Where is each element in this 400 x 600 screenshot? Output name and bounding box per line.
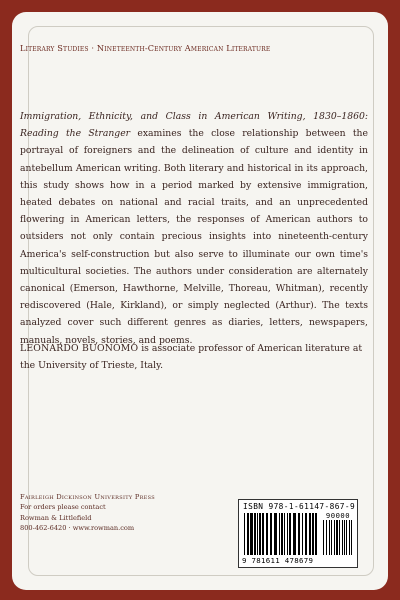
price-code: 90000: [325, 511, 351, 520]
barcode-bar: [257, 513, 258, 555]
addon-barcode-bars: [323, 520, 353, 555]
barcode-bar: [342, 520, 343, 555]
author-bio: [20, 340, 368, 374]
publisher-info: [20, 492, 210, 533]
barcode-bar: [334, 520, 335, 555]
publisher-line-2: Rowman & Littlefield: [20, 513, 92, 522]
barcode-bar: [254, 513, 256, 555]
barcode-bar: [331, 520, 332, 555]
barcode-bar: [281, 513, 283, 555]
barcode-bar: [346, 520, 347, 555]
barcode-bar: [305, 513, 307, 555]
isbn-label: ISBN 978-1-61147-867-9: [243, 502, 356, 511]
barcode-bar: [315, 513, 317, 555]
author-bio-text: is associate professor of American literature at the University of Trieste, Italy.: [20, 343, 363, 372]
barcode-bar: [323, 520, 324, 555]
barcode-bar: [351, 520, 352, 555]
publisher-name: Fairleigh Dickinson University Press: [20, 493, 155, 501]
barcode-bar: [250, 513, 253, 555]
author-name: LEONARDO BUONOMO: [20, 343, 139, 354]
barcode-bar: [287, 513, 288, 555]
ean-digits: 9 781611 478679: [242, 556, 314, 565]
description-text: examines the close relationship between the portrayal of foreigners and the delineation of culture and identity in antebellum American writing. Both literary and historical in its approach, this study shows how in a period marked by extensive immigration, heated debates on national and racial traits, and an unprecedented flowering in American letters, the responses of American authors to outsiders not only contain precious insights into nineteenth-century America's self-construction but also serve to illuminate our own time's multicultural societies. The authors under consideration are alternately canonical (Emerson, Hawthorne, Melville, Thoreau, Whitman), recently rediscovered (Hale, Kirkland), or simply neglected (Arthur). The texts analyzed cover such different genres as diaries, letters, newspapers, manuals, novels, stories, and poems.: [20, 128, 368, 346]
barcode-bar: [312, 513, 314, 555]
ean-barcode-bars: [244, 513, 320, 555]
book-description: [20, 108, 368, 349]
barcode-bar: [259, 513, 261, 555]
barcode-bar: [247, 513, 249, 555]
barcode-bar: [329, 520, 330, 555]
barcode-bar: [326, 520, 327, 555]
barcode-bar: [289, 513, 291, 555]
publisher-line-1: For orders please contact: [20, 503, 106, 512]
barcode-bar: [336, 520, 338, 555]
barcode-bar: [302, 513, 303, 555]
barcode-bar: [293, 513, 296, 555]
barcode-bar: [339, 520, 340, 555]
series-line: Literary Studies · Nineteenth-Century American Literature: [20, 43, 271, 53]
barcode-bar: [244, 513, 245, 555]
barcode-bar: [262, 513, 264, 555]
barcode-bar: [274, 513, 277, 555]
barcode: [238, 499, 358, 568]
barcode-bar: [349, 520, 350, 555]
barcode-bar: [298, 513, 300, 555]
publisher-line-3: 800-462-6420 · www.rowman.com: [20, 523, 135, 532]
barcode-bar: [279, 513, 280, 555]
barcode-bar: [344, 520, 345, 555]
barcode-bar: [284, 513, 285, 555]
barcode-bar: [309, 513, 311, 555]
barcode-bar: [266, 513, 268, 555]
barcode-bar: [270, 513, 272, 555]
book-title: Immigration, Ethnicity, and Class in American Writing, 1830–1860: Reading the Stranger: [20, 111, 368, 140]
